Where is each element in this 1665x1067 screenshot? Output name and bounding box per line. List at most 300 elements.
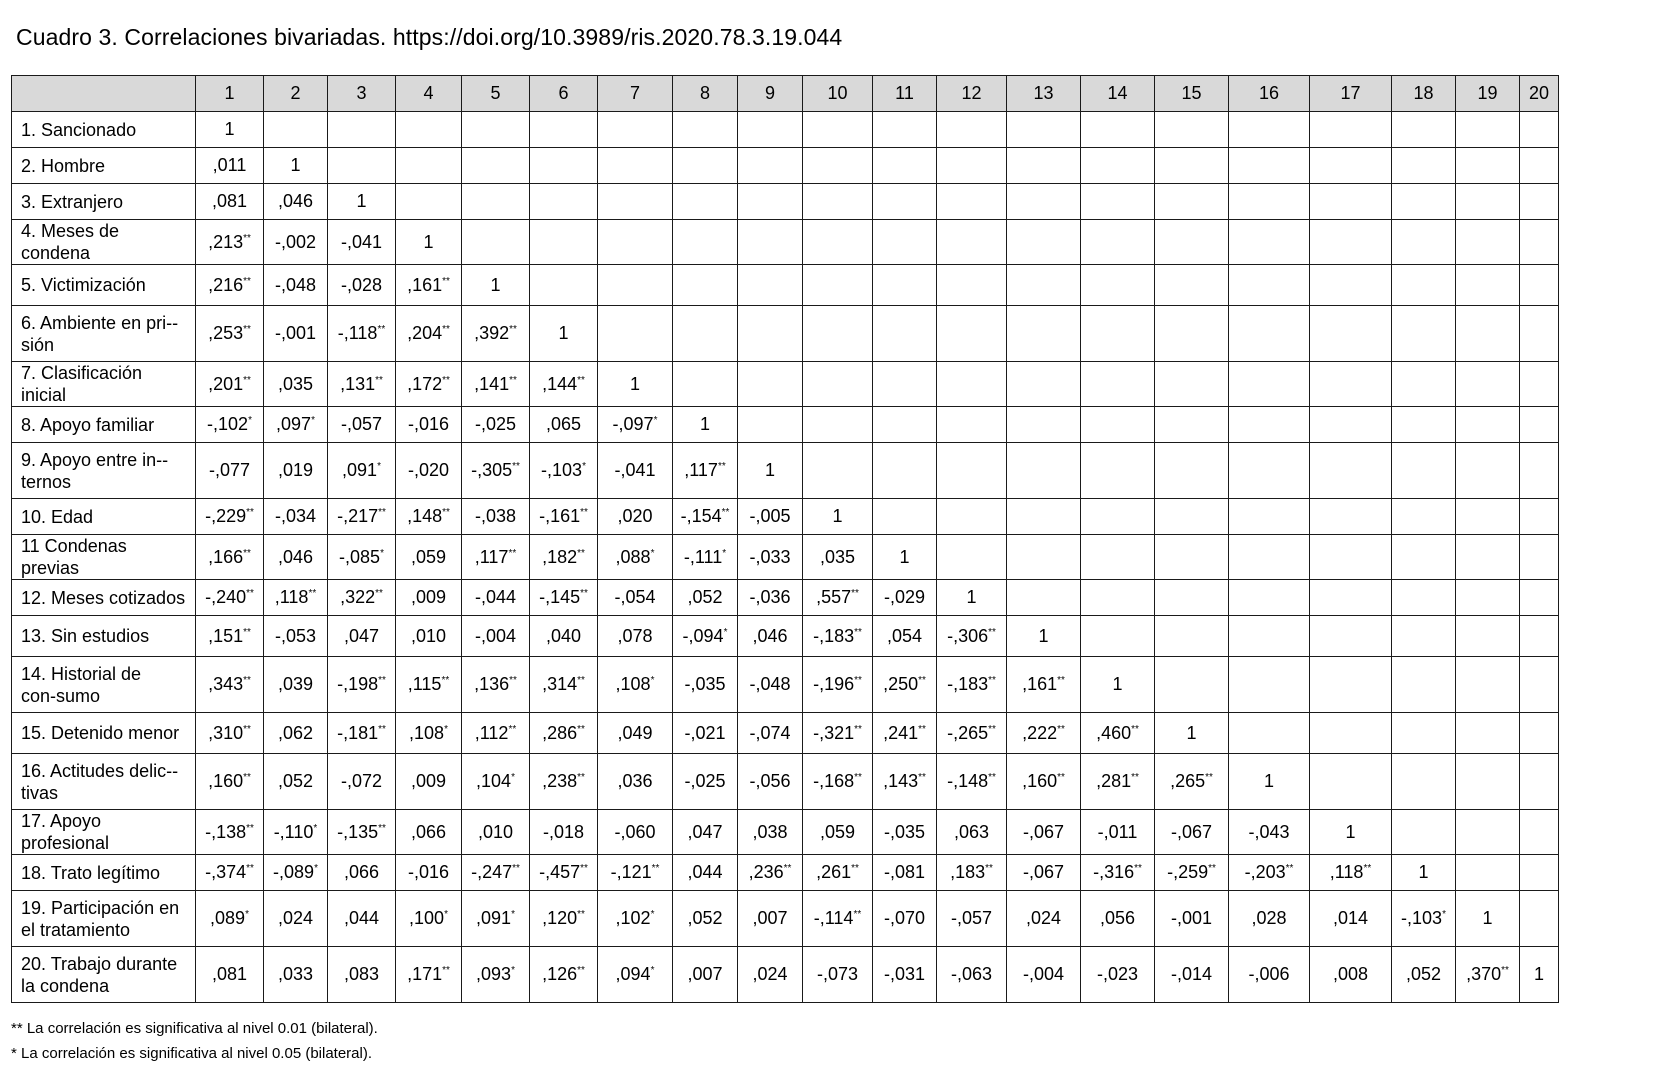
table-cell: -,057 bbox=[937, 891, 1007, 947]
table-cell bbox=[530, 112, 598, 148]
significance-marker: * bbox=[650, 547, 655, 559]
table-cell bbox=[803, 306, 873, 362]
table-cell bbox=[1155, 306, 1229, 362]
table-cell: -,094* bbox=[673, 616, 738, 657]
table-cell bbox=[1007, 407, 1081, 443]
table-cell bbox=[1310, 616, 1392, 657]
significance-marker: ** bbox=[243, 723, 251, 735]
row-label: 2. Hombre bbox=[12, 148, 196, 184]
significance-marker: * bbox=[511, 772, 515, 783]
table-cell bbox=[1310, 184, 1392, 220]
table-row bbox=[12, 112, 1559, 148]
table-cell: 1 bbox=[1229, 754, 1310, 810]
table-cell: ,117** bbox=[462, 535, 530, 580]
significance-marker: * bbox=[444, 723, 448, 735]
column-header-10: 10 bbox=[803, 76, 873, 112]
table-cell: ,281** bbox=[1081, 754, 1155, 810]
table-cell bbox=[1310, 499, 1392, 535]
table-cell bbox=[1456, 362, 1520, 407]
table-cell bbox=[598, 306, 673, 362]
significance-marker: ** bbox=[377, 324, 386, 335]
table-cell bbox=[598, 112, 673, 148]
table-cell: -,044 bbox=[462, 580, 530, 616]
table-cell: -,070 bbox=[873, 891, 937, 947]
table-cell bbox=[1392, 754, 1456, 810]
significance-marker: ** bbox=[1131, 723, 1139, 735]
table-cell: -,103* bbox=[1392, 891, 1456, 947]
table-cell: ,059 bbox=[396, 535, 462, 580]
table-cell: ,131** bbox=[328, 362, 396, 407]
table-row bbox=[12, 947, 1559, 1003]
table-cell bbox=[873, 362, 937, 407]
column-header-1: 1 bbox=[196, 76, 264, 112]
significance-marker: ** bbox=[442, 324, 450, 335]
table-cell bbox=[1310, 754, 1392, 810]
significance-marker: ** bbox=[853, 909, 862, 920]
row-label: 8. Apoyo familiar bbox=[12, 407, 196, 443]
table-cell: ,088* bbox=[598, 535, 673, 580]
row-label: 3. Extranjero bbox=[12, 184, 196, 220]
row-label: 19. Participación en el tratamiento bbox=[12, 891, 196, 947]
significance-marker: ** bbox=[854, 772, 862, 783]
table-cell: -,041 bbox=[598, 443, 673, 499]
table-cell: -,306** bbox=[937, 616, 1007, 657]
significance-marker: ** bbox=[988, 675, 996, 686]
table-cell bbox=[1007, 535, 1081, 580]
significance-marker: ** bbox=[577, 675, 585, 686]
significance-marker: * bbox=[650, 909, 655, 920]
significance-marker: ** bbox=[1501, 965, 1509, 976]
table-row bbox=[12, 535, 1559, 580]
significance-marker: * bbox=[248, 415, 252, 426]
significance-marker: ** bbox=[988, 723, 996, 735]
table-cell: ,204** bbox=[396, 306, 462, 362]
table-cell bbox=[803, 148, 873, 184]
table-cell: ,310** bbox=[196, 713, 264, 754]
table-cell bbox=[1520, 362, 1559, 407]
table-cell: ,008 bbox=[1310, 947, 1392, 1003]
table-cell bbox=[1229, 265, 1310, 306]
table-cell: ,093* bbox=[462, 947, 530, 1003]
correlation-table bbox=[11, 75, 1559, 1003]
table-cell: -,085* bbox=[328, 535, 396, 580]
table-cell bbox=[1520, 220, 1559, 265]
significance-marker: ** bbox=[442, 374, 450, 386]
table-cell: -,203** bbox=[1229, 855, 1310, 891]
column-header-3: 3 bbox=[328, 76, 396, 112]
table-cell: ,083 bbox=[328, 947, 396, 1003]
table-cell: ,222** bbox=[1007, 713, 1081, 754]
table-cell bbox=[1081, 499, 1155, 535]
table-cell bbox=[1392, 499, 1456, 535]
table-row bbox=[12, 148, 1559, 184]
table-cell bbox=[1392, 362, 1456, 407]
table-cell: -,043 bbox=[1229, 810, 1310, 855]
table-cell: -,097* bbox=[598, 407, 673, 443]
row-label: 15. Detenido menor bbox=[12, 713, 196, 754]
table-cell: ,104* bbox=[462, 754, 530, 810]
table-cell bbox=[1081, 184, 1155, 220]
table-cell: ,253** bbox=[196, 306, 264, 362]
table-cell bbox=[1007, 148, 1081, 184]
table-cell bbox=[1392, 713, 1456, 754]
significance-marker: ** bbox=[442, 507, 450, 518]
table-cell: 1 bbox=[196, 112, 264, 148]
table-cell: ,054 bbox=[873, 616, 937, 657]
table-cell: -,138** bbox=[196, 810, 264, 855]
table-cell bbox=[1229, 306, 1310, 362]
column-header-4: 4 bbox=[396, 76, 462, 112]
table-cell: -,148** bbox=[937, 754, 1007, 810]
table-cell bbox=[1520, 265, 1559, 306]
table-cell bbox=[1456, 535, 1520, 580]
significance-marker: ** bbox=[1057, 723, 1065, 735]
significance-marker: ** bbox=[441, 675, 450, 686]
row-label: 7. Clasificación inicial bbox=[12, 362, 196, 407]
table-cell bbox=[873, 407, 937, 443]
significance-marker: ** bbox=[1363, 863, 1372, 874]
significance-marker: ** bbox=[375, 588, 383, 599]
significance-marker: ** bbox=[721, 507, 730, 518]
significance-marker: ** bbox=[651, 863, 660, 874]
table-cell: ,046 bbox=[738, 616, 803, 657]
table-cell: 1 bbox=[1392, 855, 1456, 891]
table-cell bbox=[1520, 148, 1559, 184]
table-cell bbox=[1310, 112, 1392, 148]
table-cell: ,007 bbox=[738, 891, 803, 947]
table-cell bbox=[396, 148, 462, 184]
table-cell: ,081 bbox=[196, 184, 264, 220]
table-cell: -,168** bbox=[803, 754, 873, 810]
table-cell: ,141** bbox=[462, 362, 530, 407]
table-caption: Cuadro 3. Correlaciones bivariadas. https://doi.org/10.3989/ris.2020.78.3.19.044 bbox=[16, 24, 843, 50]
table-cell bbox=[1229, 535, 1310, 580]
table-cell bbox=[1155, 616, 1229, 657]
table-cell bbox=[1392, 265, 1456, 306]
table-row bbox=[12, 265, 1559, 306]
table-cell bbox=[1155, 535, 1229, 580]
table-cell bbox=[1081, 220, 1155, 265]
table-cell bbox=[738, 265, 803, 306]
table-cell bbox=[598, 220, 673, 265]
table-cell: ,213** bbox=[196, 220, 264, 265]
table-cell: ,010 bbox=[396, 616, 462, 657]
table-cell: ,039 bbox=[264, 657, 328, 713]
table-cell: 1 bbox=[873, 535, 937, 580]
table-cell bbox=[1456, 713, 1520, 754]
table-cell bbox=[1007, 306, 1081, 362]
table-cell: -,028 bbox=[328, 265, 396, 306]
significance-marker: ** bbox=[918, 675, 926, 686]
table-cell: ,236** bbox=[738, 855, 803, 891]
table-cell: ,007 bbox=[673, 947, 738, 1003]
significance-marker: ** bbox=[508, 723, 517, 735]
significance-marker: ** bbox=[580, 507, 588, 518]
table-cell bbox=[803, 184, 873, 220]
table-cell: -,067 bbox=[1155, 810, 1229, 855]
significance-marker: ** bbox=[246, 507, 254, 518]
table-cell: -,110* bbox=[264, 810, 328, 855]
table-cell: ,108* bbox=[598, 657, 673, 713]
table-cell bbox=[1229, 580, 1310, 616]
table-cell: -,016 bbox=[396, 855, 462, 891]
significance-marker: ** bbox=[509, 374, 517, 386]
table-cell bbox=[1310, 657, 1392, 713]
table-cell: -,229** bbox=[196, 499, 264, 535]
table-cell bbox=[1392, 184, 1456, 220]
significance-marker: * bbox=[311, 415, 315, 426]
table-cell: -,265** bbox=[937, 713, 1007, 754]
table-cell: ,014 bbox=[1310, 891, 1392, 947]
table-cell: -,057 bbox=[328, 407, 396, 443]
significance-marker: ** bbox=[243, 275, 251, 287]
table-cell: ,081 bbox=[196, 947, 264, 1003]
column-header-11: 11 bbox=[873, 76, 937, 112]
table-cell: ,370** bbox=[1456, 947, 1520, 1003]
table-cell: -,035 bbox=[673, 657, 738, 713]
table-cell: -,025 bbox=[462, 407, 530, 443]
significance-marker: ** bbox=[375, 374, 383, 386]
significance-marker: ** bbox=[918, 723, 926, 735]
table-cell bbox=[1520, 112, 1559, 148]
table-cell: ,161** bbox=[396, 265, 462, 306]
table-cell bbox=[937, 112, 1007, 148]
table-cell bbox=[673, 265, 738, 306]
table-cell bbox=[530, 184, 598, 220]
table-cell: 1 bbox=[1310, 810, 1392, 855]
table-cell: -,305** bbox=[462, 443, 530, 499]
table-cell bbox=[803, 407, 873, 443]
significance-marker: ** bbox=[918, 772, 926, 783]
table-cell: -,038 bbox=[462, 499, 530, 535]
table-cell bbox=[1229, 362, 1310, 407]
table-cell bbox=[1392, 535, 1456, 580]
significance-marker: * bbox=[313, 822, 318, 834]
table-cell: ,052 bbox=[264, 754, 328, 810]
table-cell bbox=[738, 362, 803, 407]
table-cell bbox=[1392, 306, 1456, 362]
table-cell bbox=[1229, 112, 1310, 148]
table-cell: ,160** bbox=[196, 754, 264, 810]
table-cell bbox=[1520, 616, 1559, 657]
table-cell bbox=[1081, 616, 1155, 657]
table-cell: ,010 bbox=[462, 810, 530, 855]
table-cell bbox=[1155, 407, 1229, 443]
significance-marker: ** bbox=[577, 909, 585, 920]
table-cell: ,102* bbox=[598, 891, 673, 947]
table-cell: -,121** bbox=[598, 855, 673, 891]
table-cell bbox=[1081, 535, 1155, 580]
table-cell: ,460** bbox=[1081, 713, 1155, 754]
table-cell: ,120** bbox=[530, 891, 598, 947]
table-cell: -,135** bbox=[328, 810, 396, 855]
table-cell bbox=[738, 306, 803, 362]
significance-marker: ** bbox=[378, 723, 386, 735]
column-header-19: 19 bbox=[1456, 76, 1520, 112]
row-label: 1. Sancionado bbox=[12, 112, 196, 148]
table-cell: ,089* bbox=[196, 891, 264, 947]
significance-marker: ** bbox=[988, 772, 996, 783]
table-cell bbox=[1520, 407, 1559, 443]
table-cell: ,059 bbox=[803, 810, 873, 855]
significance-marker: ** bbox=[577, 547, 585, 559]
table-cell bbox=[1456, 810, 1520, 855]
table-cell bbox=[873, 220, 937, 265]
table-cell bbox=[673, 184, 738, 220]
table-cell: -,053 bbox=[264, 616, 328, 657]
table-cell: ,148** bbox=[396, 499, 462, 535]
table-cell: -,033 bbox=[738, 535, 803, 580]
table-cell: ,314** bbox=[530, 657, 598, 713]
significance-marker: ** bbox=[243, 324, 251, 335]
table-cell: ,182** bbox=[530, 535, 598, 580]
table-cell: ,036 bbox=[598, 754, 673, 810]
table-cell: ,112** bbox=[462, 713, 530, 754]
column-header-12: 12 bbox=[937, 76, 1007, 112]
table-cell: 1 bbox=[462, 265, 530, 306]
significance-marker: ** bbox=[577, 723, 585, 735]
row-label: 16. Actitudes delic-tivas bbox=[12, 754, 196, 810]
table-cell bbox=[1456, 657, 1520, 713]
table-cell bbox=[937, 265, 1007, 306]
table-cell: ,118** bbox=[264, 580, 328, 616]
table-cell: ,038 bbox=[738, 810, 803, 855]
significance-marker: * bbox=[722, 547, 727, 559]
table-cell: 1 bbox=[1155, 713, 1229, 754]
table-row bbox=[12, 713, 1559, 754]
table-row bbox=[12, 580, 1559, 616]
table-cell: ,151** bbox=[196, 616, 264, 657]
table-cell bbox=[1310, 362, 1392, 407]
table-cell bbox=[803, 265, 873, 306]
table-cell bbox=[1229, 184, 1310, 220]
table-cell bbox=[1155, 265, 1229, 306]
table-cell bbox=[396, 184, 462, 220]
table-cell bbox=[738, 220, 803, 265]
table-cell: -,048 bbox=[264, 265, 328, 306]
table-cell bbox=[1229, 616, 1310, 657]
significance-marker: ** bbox=[512, 461, 520, 472]
table-cell bbox=[1229, 148, 1310, 184]
table-cell bbox=[1456, 616, 1520, 657]
table-cell: ,024 bbox=[264, 891, 328, 947]
table-cell bbox=[530, 265, 598, 306]
significance-marker: ** bbox=[1285, 863, 1294, 874]
table-cell: -,103* bbox=[530, 443, 598, 499]
table-cell: -,004 bbox=[462, 616, 530, 657]
significance-marker: * bbox=[1442, 909, 1446, 920]
table-cell bbox=[673, 362, 738, 407]
table-cell bbox=[1520, 713, 1559, 754]
table-cell: -,006 bbox=[1229, 947, 1310, 1003]
table-cell: -,198** bbox=[328, 657, 396, 713]
row-label: 10. Edad bbox=[12, 499, 196, 535]
table-cell bbox=[462, 148, 530, 184]
table-cell: -,457** bbox=[530, 855, 598, 891]
table-cell: ,035 bbox=[264, 362, 328, 407]
table-cell bbox=[1007, 499, 1081, 535]
table-cell: 1 bbox=[1456, 891, 1520, 947]
table-cell bbox=[530, 148, 598, 184]
table-cell: ,028 bbox=[1229, 891, 1310, 947]
footnote-significance-001: ** La correlación es significativa al nivel 0.01 (bilateral). bbox=[11, 1020, 378, 1037]
significance-marker: ** bbox=[854, 675, 862, 686]
table-cell bbox=[937, 306, 1007, 362]
table-cell bbox=[1520, 580, 1559, 616]
table-cell: ,265** bbox=[1155, 754, 1229, 810]
table-cell: ,392** bbox=[462, 306, 530, 362]
table-cell bbox=[1229, 407, 1310, 443]
table-cell: ,118** bbox=[1310, 855, 1392, 891]
table-cell: ,144** bbox=[530, 362, 598, 407]
table-cell: ,250** bbox=[873, 657, 937, 713]
table-cell bbox=[1520, 657, 1559, 713]
table-row bbox=[12, 306, 1559, 362]
table-cell bbox=[1007, 443, 1081, 499]
table-cell bbox=[462, 220, 530, 265]
table-cell bbox=[328, 112, 396, 148]
table-cell: ,033 bbox=[264, 947, 328, 1003]
table-row bbox=[12, 810, 1559, 855]
table-cell bbox=[738, 112, 803, 148]
table-cell: ,115** bbox=[396, 657, 462, 713]
significance-marker: * bbox=[650, 675, 655, 686]
table-cell bbox=[1229, 499, 1310, 535]
table-cell: -,005 bbox=[738, 499, 803, 535]
significance-marker: ** bbox=[442, 275, 450, 287]
table-cell: ,046 bbox=[264, 184, 328, 220]
table-row bbox=[12, 362, 1559, 407]
table-cell: ,078 bbox=[598, 616, 673, 657]
table-cell: -,001 bbox=[1155, 891, 1229, 947]
table-cell: -,001 bbox=[264, 306, 328, 362]
column-header-15: 15 bbox=[1155, 76, 1229, 112]
table-cell bbox=[937, 220, 1007, 265]
table-cell: ,183** bbox=[937, 855, 1007, 891]
table-row bbox=[12, 220, 1559, 265]
table-cell: -,054 bbox=[598, 580, 673, 616]
table-cell: -,020 bbox=[396, 443, 462, 499]
table-cell: -,067 bbox=[1007, 855, 1081, 891]
significance-marker: ** bbox=[1134, 863, 1142, 874]
table-cell bbox=[738, 407, 803, 443]
significance-marker: ** bbox=[577, 965, 585, 976]
significance-marker: ** bbox=[854, 723, 862, 735]
table-cell bbox=[462, 112, 530, 148]
table-cell: 1 bbox=[264, 148, 328, 184]
row-label: 5. Victimización bbox=[12, 265, 196, 306]
column-header-14: 14 bbox=[1081, 76, 1155, 112]
table-cell: -,014 bbox=[1155, 947, 1229, 1003]
table-cell bbox=[873, 112, 937, 148]
table-cell: ,052 bbox=[673, 891, 738, 947]
table-cell: ,063 bbox=[937, 810, 1007, 855]
table-cell: 1 bbox=[598, 362, 673, 407]
table-cell bbox=[1392, 580, 1456, 616]
table-cell: ,097* bbox=[264, 407, 328, 443]
table-cell: -,074 bbox=[738, 713, 803, 754]
row-label: 13. Sin estudios bbox=[12, 616, 196, 657]
table-cell bbox=[803, 220, 873, 265]
table-cell bbox=[1310, 306, 1392, 362]
significance-marker: ** bbox=[509, 675, 517, 686]
table-cell: -,102* bbox=[196, 407, 264, 443]
table-cell: -,063 bbox=[937, 947, 1007, 1003]
table-cell bbox=[1155, 220, 1229, 265]
table-row bbox=[12, 499, 1559, 535]
table-cell: -,145** bbox=[530, 580, 598, 616]
table-cell: ,091* bbox=[328, 443, 396, 499]
